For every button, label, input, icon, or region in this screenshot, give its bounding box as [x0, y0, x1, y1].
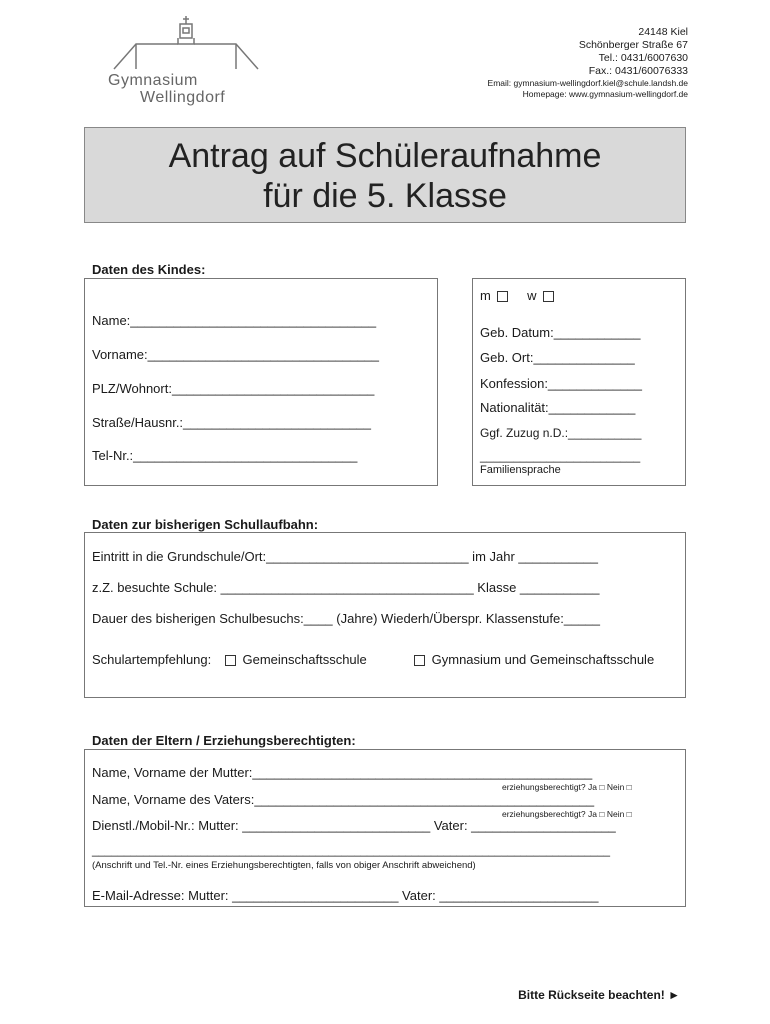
school-section-heading: Daten zur bisherigen Schullaufbahn:: [92, 517, 319, 532]
vater-berechtigt[interactable]: erziehungsberechtigt? Ja □ Nein □: [502, 809, 632, 819]
gemeinschaftsschule-checkbox[interactable]: [225, 655, 236, 666]
gender-w-label: w: [527, 288, 537, 303]
school-name-line1: Gymnasium: [108, 72, 198, 89]
child-strasse-field[interactable]: Straße/Hausnr.:__________________________: [92, 415, 372, 430]
anschrift-line[interactable]: _________________________________________________________________________________: [92, 845, 611, 857]
geb-ort-field[interactable]: Geb. Ort:______________: [480, 350, 635, 365]
footer-note: Bitte Rückseite beachten! ►: [518, 988, 680, 1002]
zuzug-field[interactable]: Ggf. Zuzug n.D.:___________: [480, 426, 642, 440]
gender-row: [480, 288, 557, 303]
contact-email: Email: gymnasium-wellingdorf.kiel@schule.landsh.de: [487, 78, 688, 88]
form-title-line1: Antrag auf Schüleraufnahme: [168, 137, 602, 175]
form-title-line2: für die 5. Klasse: [263, 177, 507, 215]
dienst-mobil-field[interactable]: Dienstl./Mobil-Nr.: Mutter: __________________________ Vater: ____________________: [92, 818, 616, 833]
vater-name-field[interactable]: Name, Vorname des Vaters:_______________________________________________: [92, 792, 595, 807]
familiensprache-label: Familiensprache: [480, 464, 561, 476]
contact-homepage: Homepage: www.gymnasium-wellingdorf.de: [522, 89, 688, 99]
contact-tel: Tel.: 0431/6007630: [598, 52, 688, 64]
gemeinschaftsschule-label: Gemeinschaftsschule: [242, 652, 367, 667]
gymnasium-label: Gymnasium und Gemeinschaftsschule: [431, 652, 655, 667]
contact-fax: Fax.: 0431/60076333: [588, 65, 688, 77]
gymnasium-checkbox[interactable]: [414, 655, 425, 666]
parents-section-heading: Daten der Eltern / Erziehungsberechtigten:: [92, 733, 356, 748]
child-section-heading: Daten des Kindes:: [92, 262, 206, 277]
school-building-icon: [106, 14, 276, 74]
empfehlung-row: [92, 652, 367, 667]
contact-street: Schönberger Straße 67: [578, 39, 688, 51]
child-plz-field[interactable]: PLZ/Wohnort:____________________________: [92, 381, 375, 396]
konfession-field[interactable]: Konfession:_____________: [480, 376, 642, 391]
anschrift-note: (Anschrift und Tel.-Nr. eines Erziehungsberechtigten, falls von obiger Anschrift abweichend): [92, 860, 476, 871]
geb-datum-field[interactable]: Geb. Datum:____________: [480, 325, 641, 340]
besuchte-schule-field[interactable]: z.Z. besuchte Schule: ___________________________________ Klasse ___________: [92, 580, 600, 595]
dauer-field[interactable]: Dauer des bisherigen Schulbesuchs:____ (Jahre) Wiederh/Überspr. Klassenstufe:_____: [92, 611, 601, 626]
mutter-name-field[interactable]: Name, Vorname der Mutter:_______________________________________________: [92, 765, 593, 780]
gender-m-checkbox[interactable]: [497, 291, 508, 302]
child-tel-field[interactable]: Tel-Nr.:_______________________________: [92, 448, 358, 463]
familiensprache-line[interactable]: ________________________: [480, 449, 641, 463]
child-vorname-field[interactable]: Vorname:________________________________: [92, 347, 380, 362]
gymnasium-option: [414, 652, 654, 667]
gender-m-label: m: [480, 288, 491, 303]
child-name-field[interactable]: Name:__________________________________: [92, 313, 377, 328]
email-field[interactable]: E-Mail-Adresse: Mutter: _______________________ Vater: ______________________: [92, 888, 599, 903]
form-title-box: [84, 127, 686, 223]
contact-block: [488, 26, 688, 100]
contact-city: 24148 Kiel: [638, 26, 688, 38]
eintritt-field[interactable]: Eintritt in die Grundschule/Ort:____________________________ im Jahr ___________: [92, 549, 598, 564]
empfehlung-label: Schulartempfehlung:: [92, 652, 212, 667]
school-logo: [106, 14, 276, 79]
nationalitaet-field[interactable]: Nationalität:____________: [480, 400, 636, 415]
mutter-berechtigt[interactable]: erziehungsberechtigt? Ja □ Nein □: [502, 782, 632, 792]
gender-w-checkbox[interactable]: [543, 291, 554, 302]
school-name-line2: Wellingdorf: [140, 89, 226, 106]
